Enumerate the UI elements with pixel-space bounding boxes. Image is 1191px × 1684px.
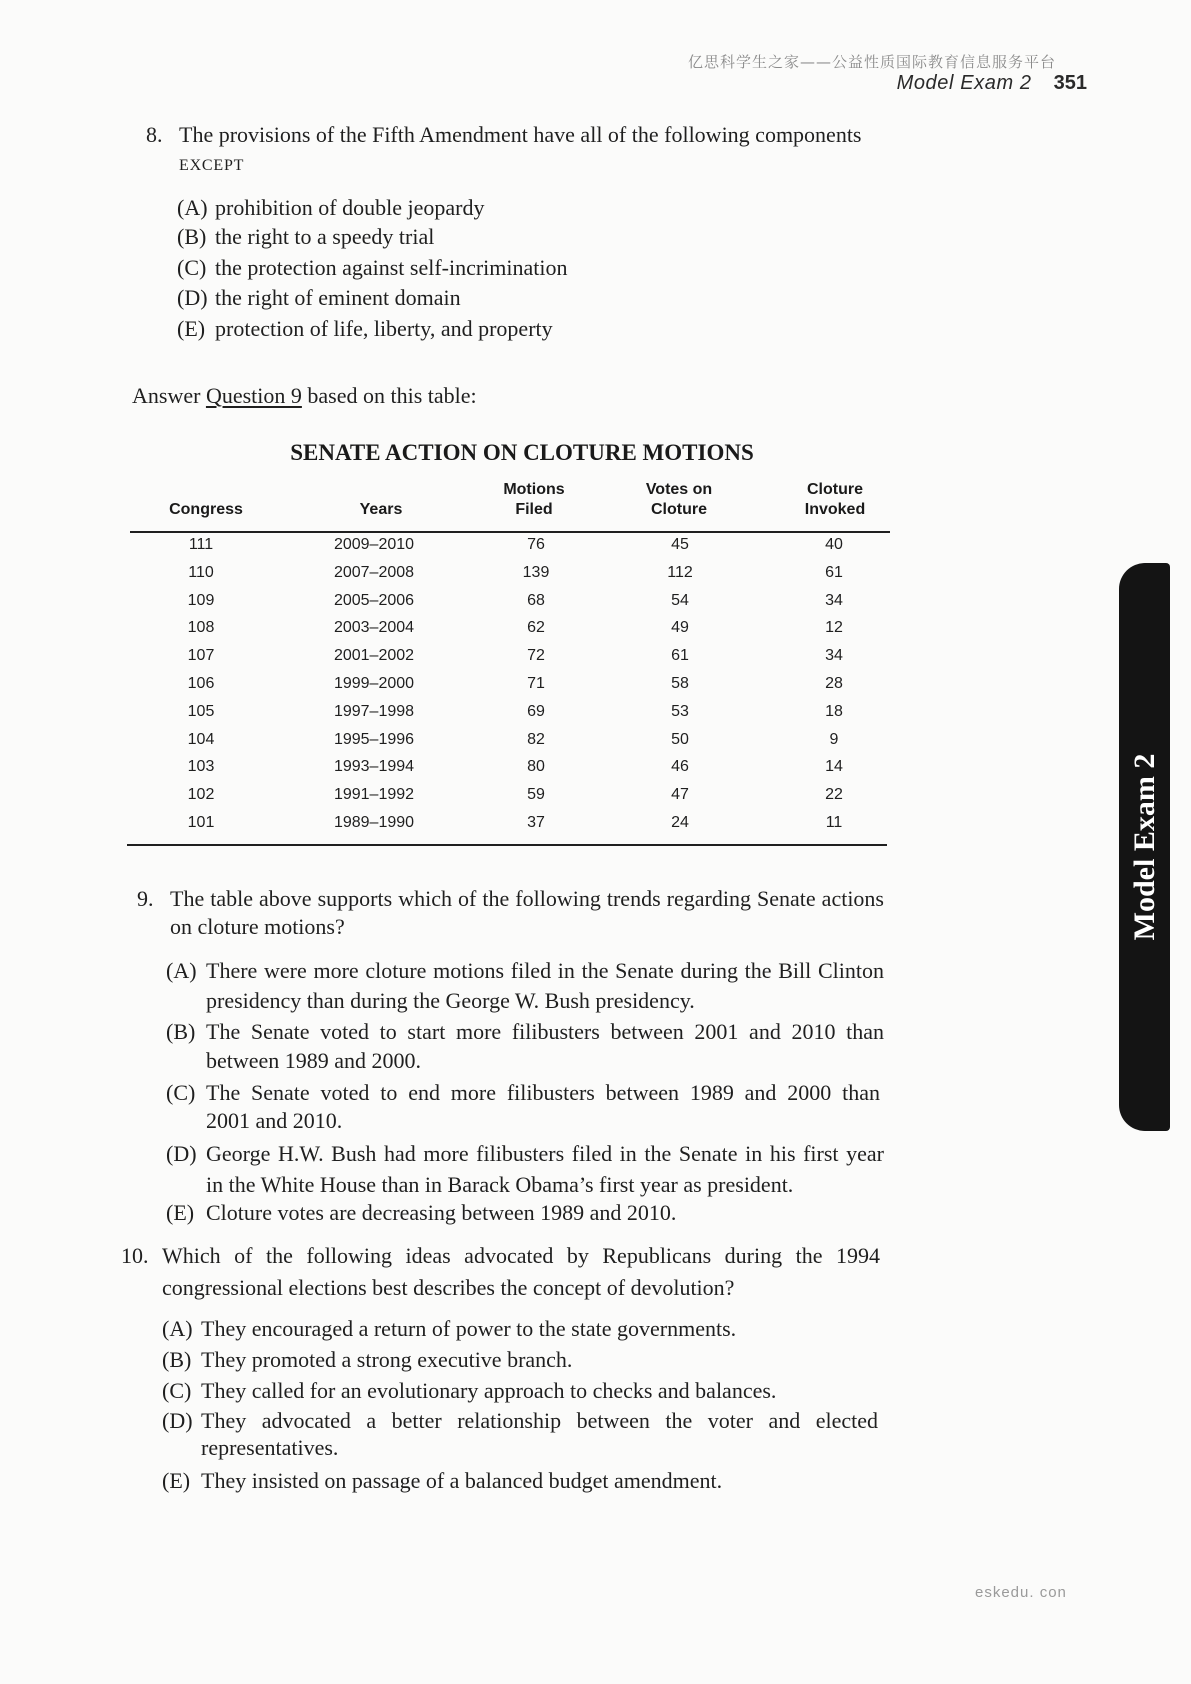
cell-motions-filed: 68 [527,592,545,609]
column-header-motions-filed: Motions Filed [503,481,565,518]
cell-years: 2009–2010 [333,536,415,553]
cell-cloture-invoked: 22 [825,786,843,803]
section-thumb-tab [1119,563,1170,1131]
cell-motions-filed: 76 [527,536,545,553]
option-text: the protection against self-incrimination [215,255,568,280]
cell-votes-on-cloture: 45 [671,536,689,553]
header-rule [130,531,890,533]
option-text-line: 2001 and 2010. [206,1108,343,1133]
cell-cloture-invoked: 34 [825,647,843,664]
option-label: (D) [177,285,208,310]
question-number: 9. [137,886,154,911]
running-header [897,72,1087,95]
option-label: (B) [162,1347,192,1372]
cell-votes-on-cloture: 112 [667,564,693,581]
option-text-line: representatives. [201,1435,339,1460]
cell-cloture-invoked: 28 [825,675,843,692]
cell-congress: 105 [187,703,215,720]
cell-congress: 109 [187,592,215,609]
option-text: prohibition of double jeopardy [215,195,485,220]
cell-cloture-invoked: 40 [825,536,843,553]
cell-congress: 106 [187,675,215,692]
section-thumb-tab-label: Model Exam 2 [1127,753,1161,941]
option-text-line: They advocated a better relationship between the voter and elected [201,1408,878,1433]
cell-years: 1989–1990 [333,814,415,831]
cell-motions-filed: 69 [527,703,545,720]
question-stem: The provisions of the Fifth Amendment have all of the following components [179,122,862,147]
table-row [0,702,1191,722]
cell-motions-filed: 37 [527,814,545,831]
question-number: 8. [146,122,163,147]
cell-votes-on-cloture: 58 [671,675,689,692]
cell-motions-filed: 71 [527,675,545,692]
cell-years: 1991–1992 [333,786,415,803]
cell-years: 2007–2008 [333,564,415,581]
cell-motions-filed: 80 [527,758,545,775]
table-row [0,618,1191,638]
cell-cloture-invoked: 61 [825,564,843,581]
cell-congress: 101 [187,814,215,831]
option-label: (E) [166,1200,195,1225]
option-label: (A) [166,958,197,983]
cell-congress: 108 [187,619,215,636]
column-header-congress: Congress [169,501,243,518]
cell-years: 1995–1996 [333,731,415,748]
table-intro-lead: Answer [132,383,201,408]
option-label: (A) [177,195,208,220]
option-label: (B) [166,1019,196,1044]
table-row [0,646,1191,666]
option-text: the right of eminent domain [215,285,461,310]
option-label: (C) [162,1378,192,1403]
option-text-line: There were more cloture motions filed in the Senate during the Bill Clinton [206,958,884,983]
cell-congress: 103 [187,758,215,775]
cell-votes-on-cloture: 61 [671,647,689,664]
cell-cloture-invoked: 11 [825,814,843,831]
running-title: Model Exam 2 [896,72,1032,94]
option-label: (C) [166,1080,196,1105]
cell-votes-on-cloture: 46 [671,758,689,775]
column-header-years: Years [359,501,403,518]
option-label: (D) [166,1141,197,1166]
question-stem-line: Which of the following ideas advocated by Republicans during the 1994 [162,1243,880,1268]
question-stem-emphasis: EXCEPT [179,157,245,174]
footer-watermark: eskedu. con [975,1584,1067,1601]
option-label: (A) [162,1316,193,1341]
cell-cloture-invoked: 9 [829,731,839,748]
option-label: (D) [162,1408,193,1433]
option-text-line: They called for an evolutionary approach to checks and balances. [201,1378,777,1403]
cell-congress: 107 [187,647,215,664]
column-header-votes-on-cloture: Votes on Cloture [645,481,713,518]
cell-cloture-invoked: 18 [825,703,843,720]
cell-years: 1999–2000 [333,675,415,692]
option-text-line: The Senate voted to end more filibusters between 1989 and 2000 than [206,1080,880,1105]
cell-motions-filed: 59 [527,786,545,803]
question-stem-line: on cloture motions? [170,914,345,939]
table-row [0,757,1191,777]
option-text: the right to a speedy trial [215,224,435,249]
cell-years: 2001–2002 [333,647,415,664]
column-header-cloture-invoked: Cloture Invoked [804,481,866,518]
cell-cloture-invoked: 34 [825,592,843,609]
cell-congress: 110 [188,564,214,581]
cell-motions-filed: 72 [527,647,545,664]
bottom-rule [127,844,887,846]
table-row [0,591,1191,611]
option-label: (B) [177,224,207,249]
question-number: 10. [121,1243,149,1268]
table-row [0,813,1191,833]
option-text-line: They promoted a strong executive branch. [201,1347,573,1372]
cell-congress: 104 [187,731,215,748]
cell-cloture-invoked: 12 [825,619,843,636]
cell-votes-on-cloture: 47 [671,786,689,803]
question-reference: Question 9 [205,383,302,408]
table-intro-tail: based on this table: [307,383,477,408]
cell-votes-on-cloture: 24 [671,814,689,831]
page-number: 351 [1053,72,1087,94]
table-title: SENATE ACTION ON CLOTURE MOTIONS [290,440,754,465]
option-text-line: They encouraged a return of power to the state governments. [201,1316,737,1341]
cell-votes-on-cloture: 50 [671,731,689,748]
cell-years: 1997–1998 [333,703,415,720]
table-intro [132,382,477,410]
option-text-line: Cloture votes are decreasing between 1989 and 2010. [206,1200,677,1225]
cell-cloture-invoked: 14 [825,758,843,775]
option-text: protection of life, liberty, and property [215,316,553,341]
cell-votes-on-cloture: 53 [671,703,689,720]
option-label: (C) [177,255,207,280]
option-text-line: in the White House than in Barack Obama’s first year as president. [206,1172,794,1197]
option-text-line: between 1989 and 2000. [206,1048,422,1073]
cell-votes-on-cloture: 54 [671,592,689,609]
header-watermark: 亿思科学生之家——公益性质国际教育信息服务平台 [687,53,1056,71]
table-row [0,785,1191,805]
table-row [0,563,1191,583]
cell-congress: 102 [187,786,215,803]
option-label: (E) [177,316,206,341]
cell-motions-filed: 82 [527,731,545,748]
option-text-line: George H.W. Bush had more filibusters filed in the Senate in his first year [206,1141,884,1166]
cell-years: 2005–2006 [333,592,415,609]
table-row [0,730,1191,750]
cell-years: 2003–2004 [333,619,415,636]
option-text-line: presidency than during the George W. Bush presidency. [206,988,695,1013]
cell-congress: 111 [188,536,214,553]
cell-votes-on-cloture: 49 [671,619,689,636]
cell-years: 1993–1994 [333,758,415,775]
table-row [0,535,1191,555]
table-row [0,674,1191,694]
option-text-line: The Senate voted to start more filibusters between 2001 and 2010 than [206,1019,884,1044]
table-header [0,476,1191,522]
cell-motions-filed: 139 [522,564,550,581]
question-stem-line: The table above supports which of the following trends regarding Senate actions [170,886,884,911]
cell-motions-filed: 62 [527,619,545,636]
question-stem-line: congressional elections best describes the concept of devolution? [162,1275,735,1300]
option-label: (E) [162,1468,191,1493]
option-text-line: They insisted on passage of a balanced budget amendment. [201,1468,723,1493]
